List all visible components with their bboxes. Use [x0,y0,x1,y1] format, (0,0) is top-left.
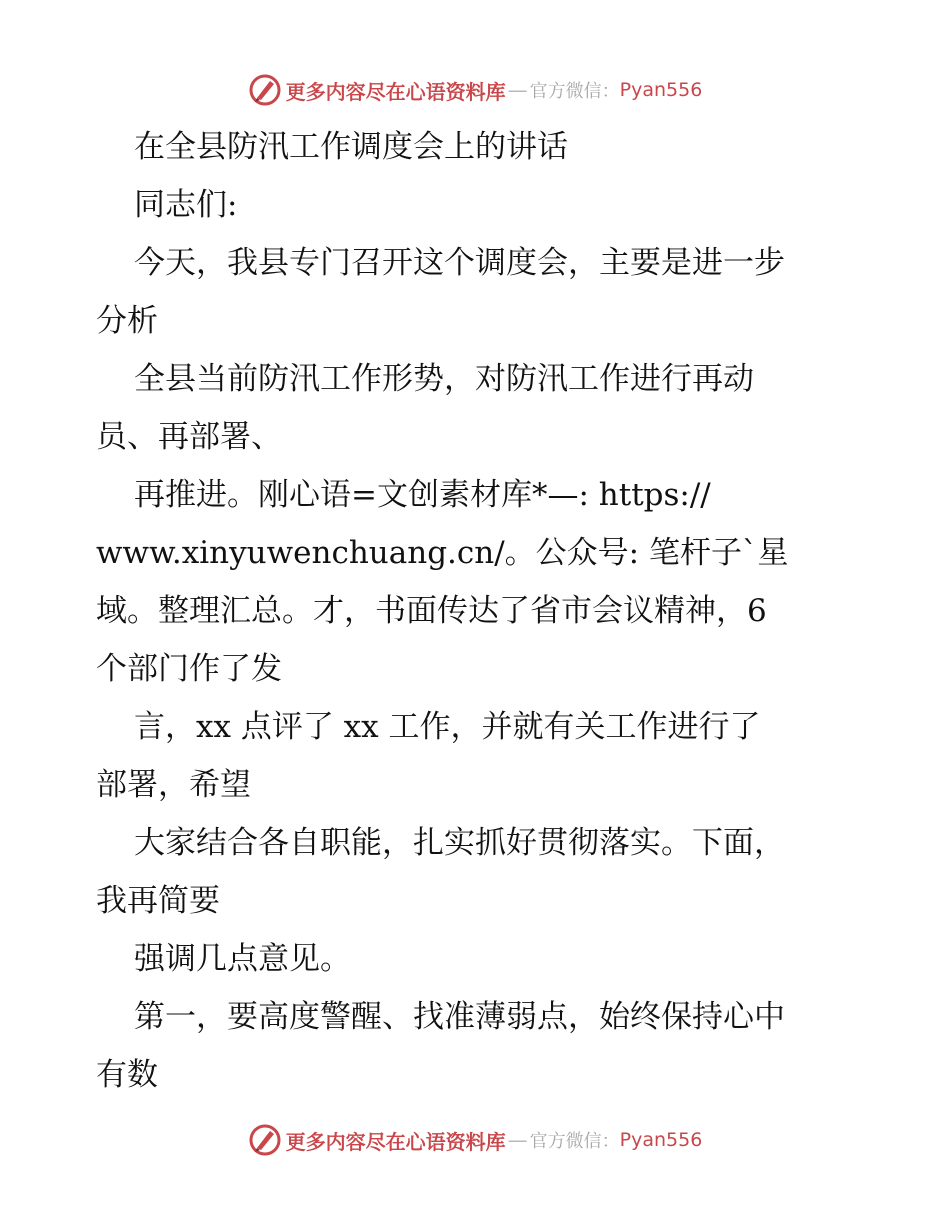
header-watermark [0,70,950,110]
document-line: 强调几点意见。 [134,941,351,977]
document-line: 有数 [96,1057,158,1093]
watermark-id: Pyan556 [619,79,703,101]
watermark-id: Pyan556 [619,1129,703,1151]
document-line: www.xinyuwenchuang.cn/。公众号: 笔杆子`星 [96,535,789,571]
document-body [96,118,866,1104]
watermark-main-text: 更多内容尽在心语资料库 [285,1129,506,1154]
footer-watermark [0,1120,950,1160]
document-line: 我再简要 [96,883,220,919]
document-line: 再推进。刚心语=文创素材库*—: https:// [134,477,711,513]
watermark-separator: — [507,78,528,102]
quill-logo-icon [248,73,282,107]
document-line: 今天，我县专门召开这个调度会，主要是进一步 [134,245,785,281]
document-line: 域。整理汇总。才，书面传达了省市会议精神，6 [96,593,767,629]
document-line: 同志们: [134,187,238,223]
document-line: 大家结合各自职能，扎实抓好贯彻落实。下面， [134,825,785,861]
document-line: 在全县防汛工作调度会上的讲话 [134,129,568,165]
watermark-label: 官方微信： [529,1131,620,1152]
document-line: 个部门作了发 [96,651,282,687]
document-line: 言，xx 点评了 xx 工作，并就有关工作进行了 [134,709,761,745]
document-line: 第一，要高度警醒、找准薄弱点，始终保持心中 [134,999,785,1035]
watermark-label: 官方微信： [529,81,620,102]
document-line: 部署，希望 [96,767,251,803]
document-line: 分析 [96,303,158,339]
watermark-separator: — [507,1128,528,1152]
quill-logo-icon [248,1123,282,1157]
document-line: 员、再部署、 [96,419,282,455]
watermark-main-text: 更多内容尽在心语资料库 [285,79,506,104]
document-line: 全县当前防汛工作形势，对防汛工作进行再动 [134,361,754,397]
